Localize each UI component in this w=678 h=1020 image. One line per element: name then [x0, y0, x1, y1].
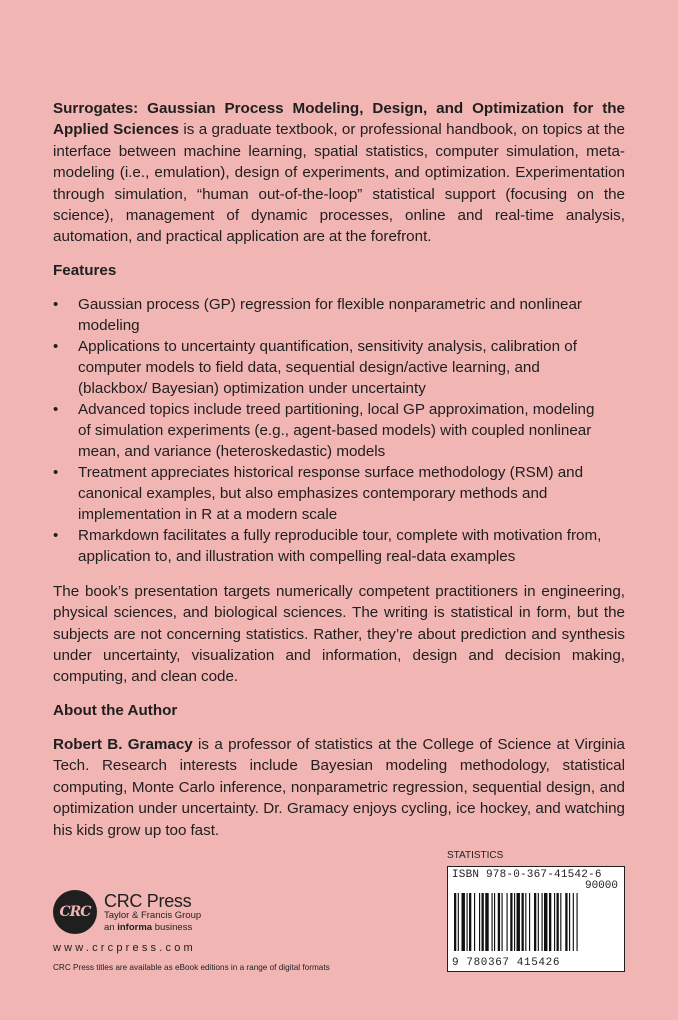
barcode-bar	[474, 893, 475, 951]
description-text: is a graduate textbook, or professional handbook, on topics at the interface between machine learning, spatial statistics, computer simulation, meta-modeling (i.e., emulation), design of experiments, and optimization. Experimentation through simulation, “human out-of-the-loop” statistical support (focusing on the science), management of dynamic processes, online and real-time analysis, automation, and practical application are at the forefront.	[53, 121, 625, 246]
price-code: 90000	[584, 880, 618, 892]
barcode-bar	[569, 893, 570, 951]
isbn-text: ISBN 978-0-367-41542-6	[452, 869, 602, 881]
barcode-bar	[538, 893, 539, 951]
list-item: • Advanced topics include treed partitioning, local GP approximation, modeling of simulation experiments (e.g., agent-based models) with coupled nonlinear mean, and variance (heteroskedastic) models	[53, 399, 625, 462]
barcode-bar	[492, 893, 493, 951]
barcode-bar	[482, 893, 484, 951]
barcode-bar	[494, 893, 495, 951]
presentation-paragraph: The book’s presentation targets numerically competent practitioners in engineering, physical sciences, and biological sciences. The writing is statistical in form, but the subjects are not concerning statistics. Rather, they’re about prediction and synthesis under uncertainty, visualization and information, design and decision making, computing, and clean code.	[53, 582, 625, 686]
features-heading: Features	[53, 261, 117, 279]
book-description	[53, 98, 625, 248]
barcode-bar	[557, 893, 559, 951]
barcode-bar	[577, 893, 578, 951]
author-name: Robert B. Gramacy	[53, 735, 193, 753]
barcode-bar	[560, 893, 561, 951]
author-heading: About the Author	[53, 701, 178, 719]
ebook-note: CRC Press titles are available as eBook editions in a range of digital formats	[53, 963, 330, 972]
barcode-bar	[522, 893, 524, 951]
barcode-bar	[542, 893, 543, 951]
barcode	[447, 866, 625, 972]
author-bio-text: is a professor of statistics at the College of Science at Virginia Tech. Research interests include Bayesian modeling methodology, statistical computing, Monte Carlo inference, nonparametric regression, sequential design, and optimization under uncertainty. Dr. Gramacy enjoys cycling, ice hockey, and watching his kids grow up too fast.	[53, 735, 625, 839]
publisher-name: CRC Press	[104, 890, 192, 911]
cover-text	[53, 98, 625, 841]
barcode-bar	[544, 893, 547, 951]
barcode-bar	[534, 893, 536, 951]
barcode-bar	[565, 893, 567, 951]
list-item: • Gaussian process (GP) regression for flexible nonparametric and nonlinear modeling	[53, 294, 625, 336]
barcode-bar	[529, 893, 530, 951]
barcode-bar	[554, 893, 555, 951]
barcode-bar	[462, 893, 465, 951]
book-title: Surrogates: Gaussian Process Modeling, Design, and Optimization for the Applied Sciences	[53, 100, 625, 139]
barcode-bar	[549, 893, 551, 951]
barcode-bar	[502, 893, 503, 951]
list-item: • Rmarkdown facilitates a fully reproducible tour, complete with motivation from, application to, and illustration with compelling real-data examples	[53, 525, 625, 567]
barcode-bar	[507, 893, 508, 951]
barcode-bar	[514, 893, 515, 951]
publisher-business: an informa business	[104, 921, 193, 933]
list-item: • Applications to uncertainty quantification, sensitivity analysis, calibration of computer models to field data, sequential design/active learning, and (blackbox/ Bayesian) optimization under uncertainty	[53, 336, 625, 399]
publisher-logo	[53, 890, 353, 934]
barcode-bar	[458, 893, 459, 951]
barcode-bar	[498, 893, 500, 951]
barcode-bar	[479, 893, 480, 951]
publisher-group: Taylor & Francis Group	[104, 909, 202, 921]
barcode-bar	[467, 893, 468, 951]
barcode-bar	[517, 893, 520, 951]
barcode-bar	[573, 893, 574, 951]
subject-category: STATISTICS	[447, 850, 504, 861]
features-list	[53, 294, 625, 567]
crc-logo-icon: CRC	[53, 890, 97, 934]
barcode-bar	[525, 893, 526, 951]
barcode-bar	[454, 893, 456, 951]
publisher-website: www.crcpress.com	[53, 942, 196, 954]
publisher-block	[53, 890, 353, 954]
barcode-number: 9 780367 415426	[452, 957, 561, 969]
list-item: • Treatment appreciates historical response surface methodology (RSM) and canonical examples, but also emphasizes contemporary methods and implementation in R at a modern scale	[53, 462, 625, 525]
author-bio	[53, 734, 625, 841]
barcode-bar	[485, 893, 488, 951]
barcode-bar	[510, 893, 512, 951]
barcode-bars-icon	[454, 893, 618, 951]
barcode-bar	[469, 893, 471, 951]
isbn-block	[447, 850, 627, 972]
